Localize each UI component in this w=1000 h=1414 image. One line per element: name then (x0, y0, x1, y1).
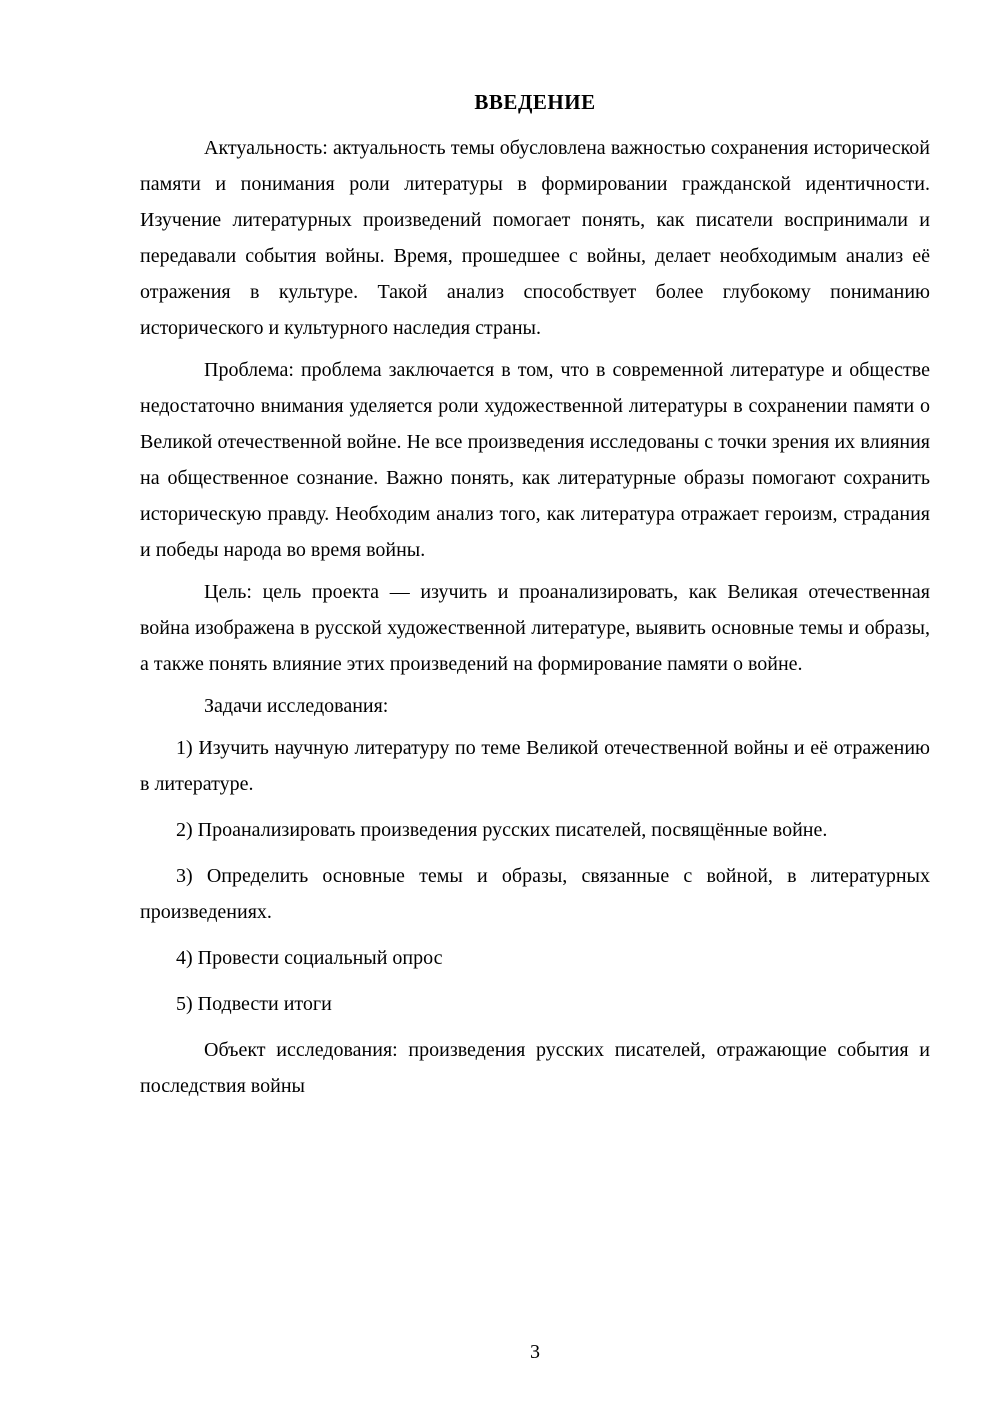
task-item-3: 3) Определить основные темы и образы, связанные с войной, в литературных произведениях. (140, 865, 930, 923)
paragraph-relevance: Актуальность: актуальность темы обусловлена важностью сохранения исторической памяти и понимания роли литературы в формировании гражданской идентичности. Изучение литературных произведений помогает понять, как писатели воспринимали и передавали события войны. Время, прошедшее с войны, делает необходимым анализ её отражения в культуре. Такой анализ способствует более глубокому пониманию исторического и культурного наследия страны. (140, 137, 930, 339)
paragraph-research-object: Объект исследования: произведения русских писателей, отражающие события и последствия войны (140, 1039, 930, 1097)
paragraph-goal: Цель: цель проекта — изучить и проанализировать, как Великая отечественная война изображена в русской художественной литературе, выявить основные темы и образы, а также понять влияние этих произведений на формирование памяти о войне. (140, 581, 930, 675)
tasks-heading: Задачи исследования: (204, 695, 389, 717)
task-item-2: 2) Проанализировать произведения русских писателей, посвящённые войне. (176, 819, 828, 841)
task-item-5: 5) Подвести итоги (176, 993, 332, 1015)
paragraph-problem: Проблема: проблема заключается в том, что в современной литературе и обществе недостаточно внимания уделяется роли художественной литературы в сохранении памяти о Великой отечественной войне. Не все произведения исследованы с точки зрения их влияния на общественное сознание. Важно понять, как литературные образы помогают сохранить историческую правду. Необходим анализ того, как литература отражает героизм, страдания и победы народа во время войны. (140, 359, 930, 561)
task-item-4: 4) Провести социальный опрос (176, 947, 443, 969)
section-title: ВВЕДЕНИЕ (474, 90, 596, 114)
task-item-1: 1) Изучить научную литературу по теме Великой отечественной войны и её отражению в литературе. (140, 737, 930, 795)
page-number: 3 (530, 1341, 540, 1363)
